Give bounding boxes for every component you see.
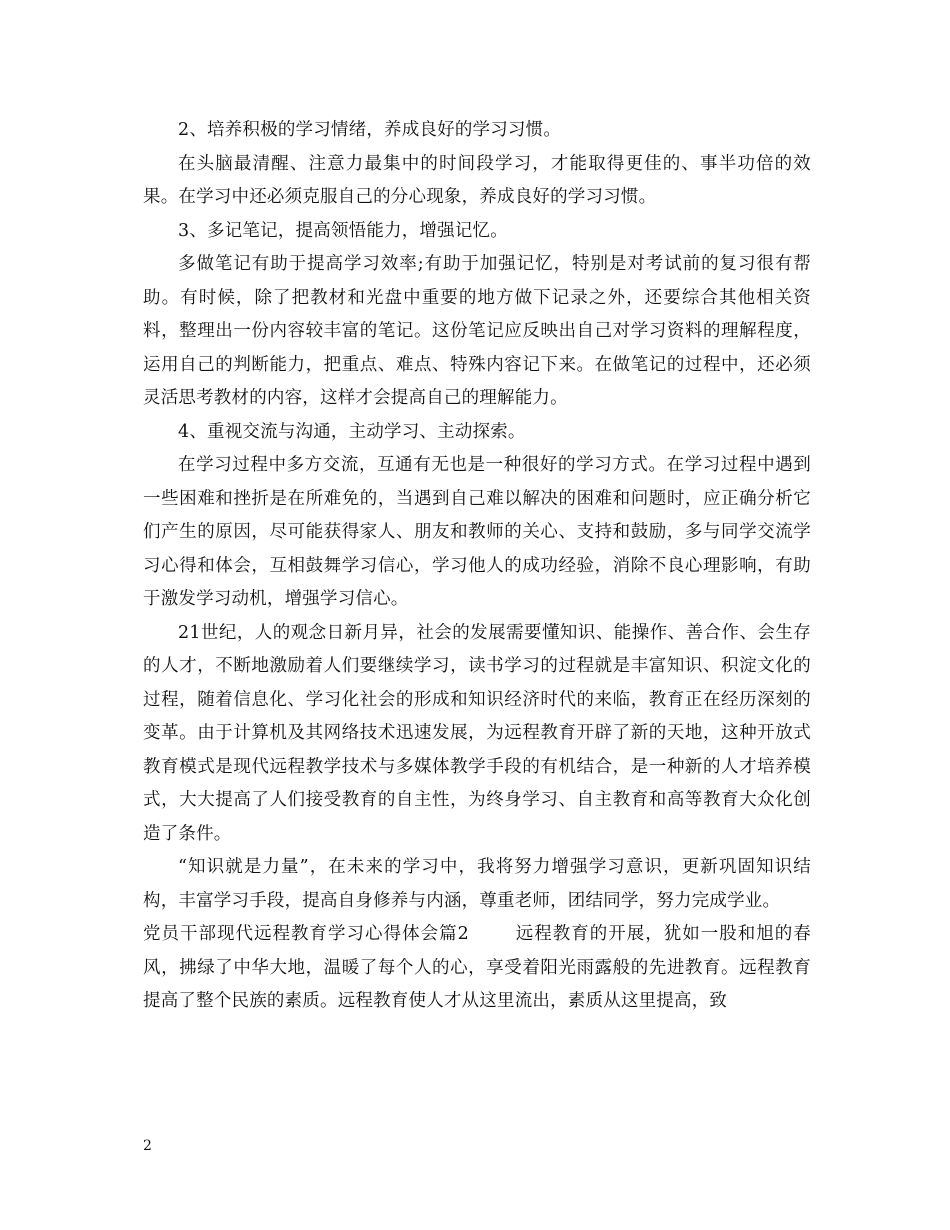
page-number: 2 xyxy=(143,1138,152,1154)
list-heading-4: 4、重视交流与沟通，主动学习、主动探索。 xyxy=(178,421,526,442)
section-heading: 党员干部现代远程教育学习心得体会篇2 xyxy=(143,924,469,944)
section-paragraph xyxy=(143,918,811,1019)
section-text: 远程教育的开展，犹如一股和旭的春风，拂绿了中华大地，温暖了每个人的心，享受着阳光雨露般的先进教育。远程教育提高了整个民族的素质。远程教育使人才从这里流出，素质从这里提高，致 xyxy=(143,924,811,1011)
document-body xyxy=(143,114,811,1019)
body-paragraph: “知识就是力量”，在未来的学习中，我将努力增强学习意识，更新巩固知识结构，丰富学习手段，提高自身修养与内涵，尊重老师，团结同学，努力完成学业。 xyxy=(143,857,811,911)
body-paragraph: 21世纪，人的观念日新月异，社会的发展需要懂知识、能操作、善合作、会生存的人才，不断地激励着人们要继续学习，读书学习的过程就是丰富知识、积淀文化的过程，随着信息化、学习化社会的形成和知识经济时代的来临，教育正在经历深刻的变革。由于计算机及其网络技术迅速发展，为远程教育开辟了新的天地，这种开放式教育模式是现代远程教学技术与多媒体教学手段的有机结合，是一种新的人才培养模式，大大提高了人们接受教育的自主性，为终身学习、自主教育和高等教育大众化创造了条件。 xyxy=(143,622,811,844)
body-paragraph: 在头脑最清醒、注意力最集中的时间段学习，才能取得更佳的、事半功倍的效果。在学习中还必须克服自己的分心现象，养成良好的学习习惯。 xyxy=(143,153,811,207)
body-paragraph: 多做笔记有助于提高学习效率;有助于加强记忆，特别是对考试前的复习很有帮助。有时候，除了把教材和光盘中重要的地方做下记录之外，还要综合其他相关资料，整理出一份内容较丰富的笔记。这份笔记应反映出自己对学习资料的理解程度，运用自己的判断能力，把重点、难点、特殊内容记下来。在做笔记的过程中，还必须灵活思考教材的内容，这样才会提高自己的理解能力。 xyxy=(143,254,811,408)
list-heading-2: 2、培养积极的学习情绪，养成良好的学习习惯。 xyxy=(178,120,562,140)
list-heading-3: 3、多记笔记，提高领悟能力，增强记忆。 xyxy=(178,220,508,241)
body-paragraph: 在学习过程中多方交流，互通有无也是一种很好的学习方式。在学习过程中遇到一些困难和挫折是在所难免的，当遇到自己难以解决的困难和问题时，应正确分析它们产生的原因，尽可能获得家人、朋友和教师的关心、支持和鼓励，多与同学交流学习心得和体会，互相鼓舞学习信心，学习他人的成功经验，消除不良心理影响，有助于激发学习动机，增强学习信心。 xyxy=(143,455,811,609)
